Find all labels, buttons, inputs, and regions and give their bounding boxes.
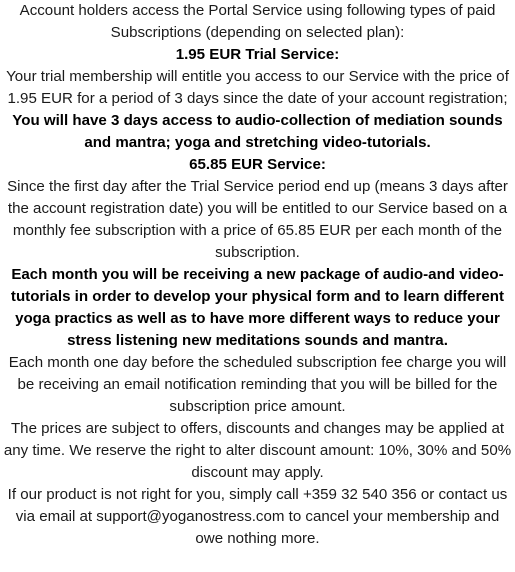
intro-paragraph: Account holders access the Portal Service using following types of paid Subscriptions (depending on selected plan): <box>19 2 496 41</box>
monthly-service-description: Since the first day after the Trial Service period end up (means 3 days after the account registration date) you will be entitled to our Service based on a monthly fee subscription with a price of 65.85 EUR per each month of the subscription. <box>7 178 508 261</box>
support-email-link[interactable]: support@yoganostress.com <box>96 508 285 525</box>
trial-service-heading: 1.95 EUR Trial Service: <box>175 46 340 63</box>
trial-service-description: Your trial membership will entitle you access to our Service with the price of 1.95 EUR for a period of 3 days since the date of your account registration; <box>6 68 509 107</box>
contact-text-after: to cancel your membership and owe nothing more. <box>195 508 500 547</box>
trial-service-highlight: You will have 3 days access to audio-collection of mediation sounds and mantra; yoga and stretching video-tutorials. <box>12 112 503 151</box>
billing-notification-paragraph: Each month one day before the scheduled subscription fee charge you will be receiving an email notification reminding that you will be billed for the subscription price amount. <box>8 354 507 415</box>
contact-paragraph <box>2 484 513 550</box>
monthly-service-heading: 65.85 EUR Service: <box>189 156 326 173</box>
pricing-note-paragraph: The prices are subject to offers, discounts and changes may be applied at any time. We reserve the right to alter discount amount: 10%, 30% and 50% discount may apply. <box>3 420 512 481</box>
monthly-service-highlight: Each month you will be receiving a new package of audio-and video-tutorials in order to develop your physical form and to learn different yoga practics as well as to have more different ways to reduce your stress listening new meditations sounds and mantra. <box>10 266 505 349</box>
contact-text-before: If our product is not right for you, simply call +359 32 540 356 or contact us via email at <box>7 486 508 525</box>
